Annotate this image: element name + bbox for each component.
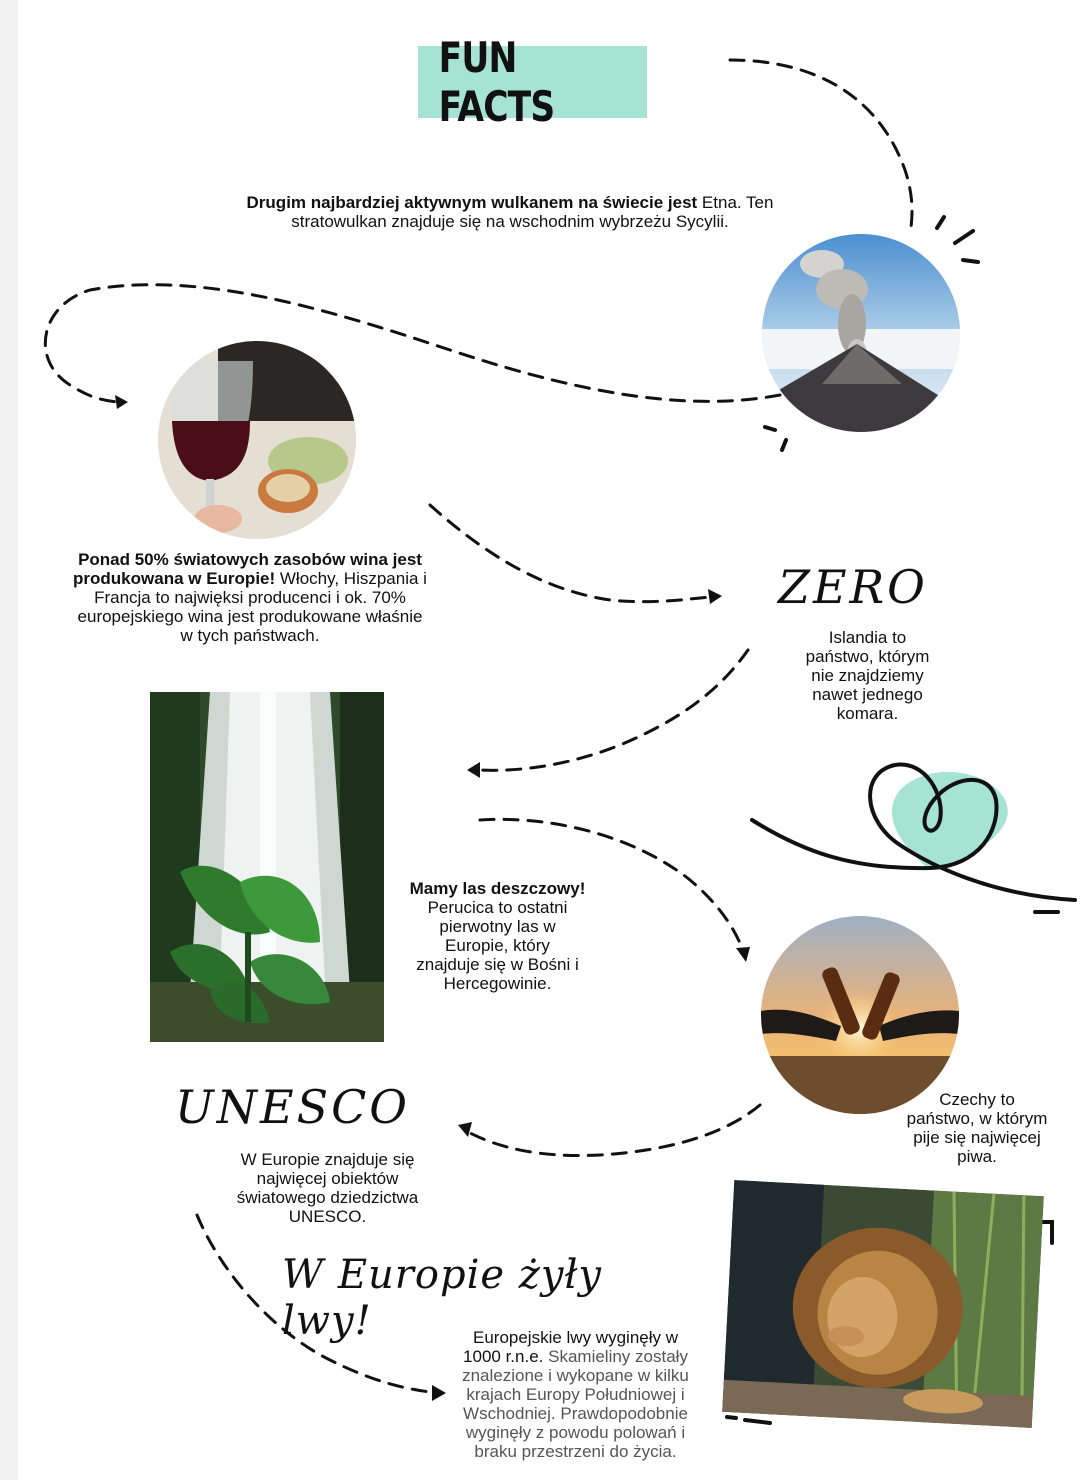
rainforest-fact xyxy=(395,879,600,993)
lions-fact xyxy=(438,1328,713,1461)
lions-line-2-grey: Skamieliny zostały xyxy=(543,1347,688,1366)
zero-line-1: Islandia to xyxy=(828,628,907,647)
beer-line-4: piwa. xyxy=(957,1147,997,1166)
rainforest-heading: Mamy las deszczowy! xyxy=(409,879,586,898)
etna-fact-rest: Etna. Ten xyxy=(697,193,774,212)
lions-line-1: Europejskie lwy wyginęły w xyxy=(472,1328,679,1347)
beer-line-3: pije się najwięcej xyxy=(913,1128,1041,1147)
lions-heading: W Europie żyły lwy! xyxy=(282,1252,603,1344)
arrowhead-1 xyxy=(115,395,128,409)
rainforest-line-1: Perucica to ostatni xyxy=(427,898,568,917)
beer-line-1: Czechy to xyxy=(939,1090,1015,1109)
rainforest-line-4: znajduje się w Bośni i xyxy=(416,955,579,974)
heart-doodle-icon xyxy=(752,765,1075,912)
dashed-path-beer-unesco xyxy=(470,1105,760,1156)
page-title xyxy=(418,33,647,131)
lions-line-6: wyginęły z powodu polowań i xyxy=(465,1423,686,1442)
zero-line-3: nie znajdziemy xyxy=(811,666,924,685)
page-title-text: FUN FACTS xyxy=(438,33,555,131)
photo-corner-bottom xyxy=(727,1417,770,1423)
unesco-line-4: UNESCO. xyxy=(288,1207,367,1226)
arrowhead-5 xyxy=(458,1122,472,1137)
zero-fact xyxy=(775,628,960,723)
zero-heading: ZERO xyxy=(778,560,928,614)
wine-fact-rest-2: Włochy, Hiszpania i xyxy=(275,569,427,588)
unesco-fact xyxy=(205,1150,450,1226)
zero-line-2: państwo, którym xyxy=(805,647,930,666)
lions-line-2-dark: 1000 r.n.e. xyxy=(463,1347,544,1366)
wine-fact-line3: Francja to najwięksi producenci i ok. 70% xyxy=(94,588,406,607)
etna-fact-bold: Drugim najbardziej aktywnym wulkanem na świecie jest xyxy=(246,193,698,212)
arrowhead-2 xyxy=(708,589,722,604)
etna-fact-line2: stratowulkan znajduje się na wschodnim wybrzeżu Sycylii. xyxy=(291,212,729,231)
beer-fact xyxy=(882,1090,1072,1166)
wine-fact-bold-2: produkowana w Europie! xyxy=(73,569,276,588)
beer-line-2: państwo, w którym xyxy=(906,1109,1048,1128)
volcano-photo xyxy=(762,234,960,432)
wine-glass-photo xyxy=(158,341,356,539)
lions-line-7: braku przestrzeni do życia. xyxy=(474,1442,677,1461)
lions-line-4: krajach Europy Południowej i xyxy=(466,1385,685,1404)
wine-fact xyxy=(40,550,460,645)
etna-fact xyxy=(180,193,840,231)
unesco-line-2: najwięcej obiektów xyxy=(256,1169,399,1188)
dashed-path-loop xyxy=(45,285,780,402)
lions-line-3: znalezione i wykopane w kilku xyxy=(462,1366,689,1385)
wine-fact-line5: w tych państwach. xyxy=(180,626,320,645)
dashed-path-zero-waterfall xyxy=(480,650,748,770)
unesco-line-3: światowego dziedzictwa xyxy=(236,1188,419,1207)
zero-line-5: komara. xyxy=(836,704,899,723)
rainforest-line-2: pierwotny las w xyxy=(439,917,556,936)
lion-photo xyxy=(722,1180,1044,1428)
wine-fact-line4: europejskiego wina jest produkowane właśnie xyxy=(77,607,423,626)
beer-toast-sunset-photo xyxy=(761,916,959,1114)
arrowhead-3 xyxy=(467,762,480,778)
arrowhead-4 xyxy=(736,947,750,962)
lions-line-5: Wschodniej. Prawdopodobnie xyxy=(463,1404,688,1423)
wine-fact-bold-1: Ponad 50% światowych zasobów wina jest xyxy=(78,550,422,569)
waterfall-rainforest-photo xyxy=(150,692,384,1042)
unesco-heading: UNESCO xyxy=(175,1080,411,1134)
rainforest-line-3: Europie, który xyxy=(445,936,550,955)
zero-line-4: nawet jednego xyxy=(812,685,923,704)
unesco-line-1: W Europie znajduje się xyxy=(240,1150,415,1169)
rainforest-line-5: Hercegowinie. xyxy=(443,974,552,993)
dashed-path-wine-zero xyxy=(430,505,710,602)
